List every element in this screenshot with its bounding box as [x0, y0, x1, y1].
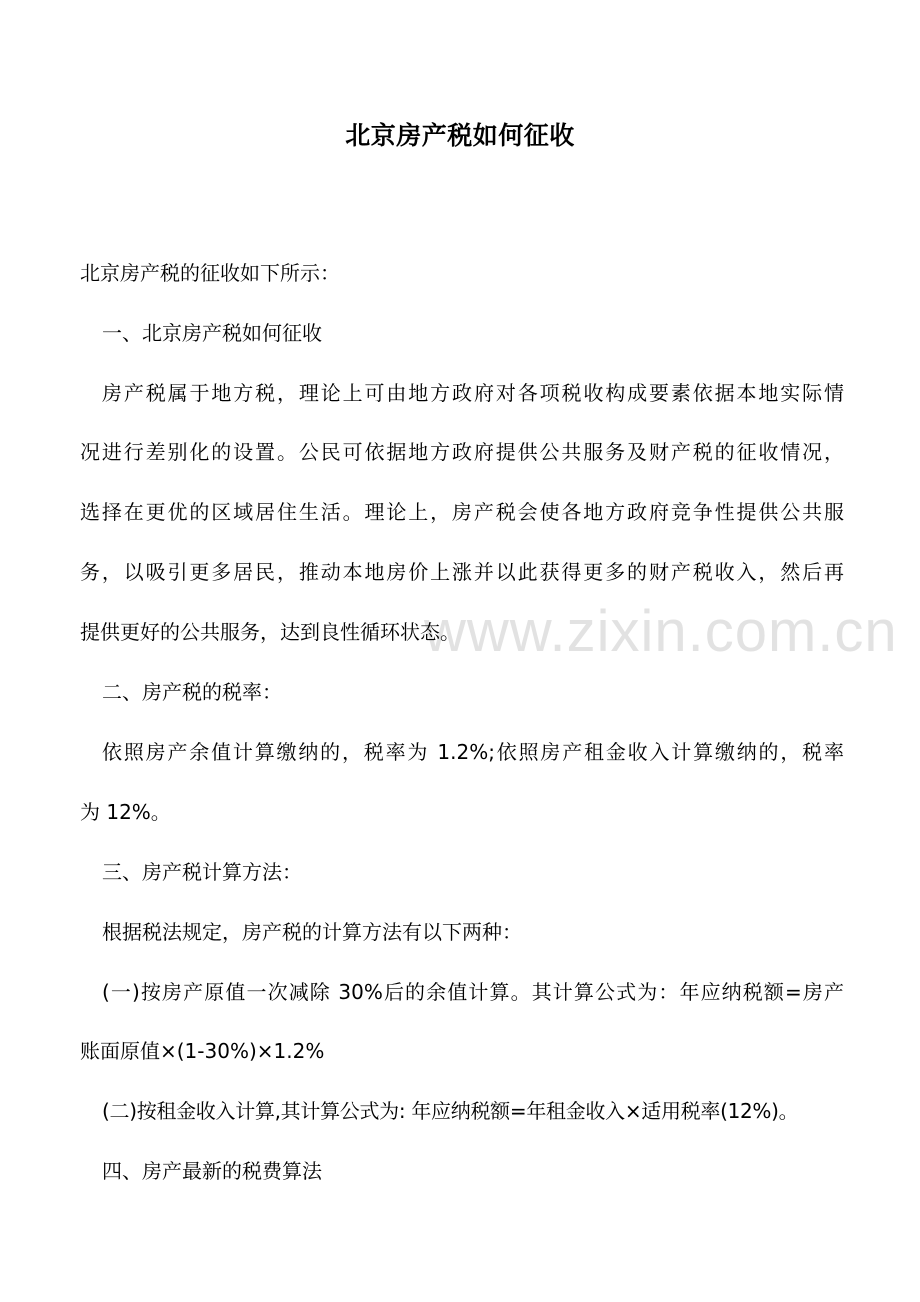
paragraph-line: 选择在更优的区域居住生活。理论上，房产税会使各地方政府竞争性提供公共服 [80, 500, 844, 524]
paragraph-line: 根据税法规定，房产税的计算方法有以下两种： [102, 920, 522, 944]
section-heading-4: 四、房产最新的税费算法 [102, 1159, 322, 1183]
section-heading-3: 三、房产税计算方法： [102, 860, 302, 884]
formula-line: 账面原值×(1-30%)×1.2% [80, 1039, 325, 1063]
document-title: 北京房产税如何征收 [345, 121, 575, 150]
paragraph-line: 务，以吸引更多居民，推动本地房价上涨并以此获得更多的财产税收入，然后再 [80, 560, 844, 584]
intro-line: 北京房产税的征收如下所示： [80, 261, 340, 285]
paragraph-line: 为 12%。 [80, 800, 171, 824]
paragraph-line: 况进行差别化的设置。公民可依据地方政府提供公共服务及财产税的征收情况， [80, 440, 844, 464]
formula-line: (二)按租金收入计算,其计算公式为: 年应纳税额=年租金收入×适用税率(12%)。 [102, 1099, 799, 1123]
watermark: www.zixin.com.cn [424, 599, 898, 664]
paragraph-line: 房产税属于地方税，理论上可由地方政府对各项税收构成要素依据本地实际情 [102, 381, 844, 405]
formula-line: (一)按房产原值一次减除 30%后的余值计算。其计算公式为：年应纳税额=房产 [102, 980, 844, 1004]
section-heading-2: 二、房产税的税率： [102, 680, 282, 704]
paragraph-line: 提供更好的公共服务，达到良性循环状态。 [80, 620, 460, 644]
paragraph-line: 依照房产余值计算缴纳的，税率为 1.2%;依照房产租金收入计算缴纳的，税率 [102, 740, 844, 764]
section-heading-1: 一、北京房产税如何征收 [102, 321, 322, 345]
